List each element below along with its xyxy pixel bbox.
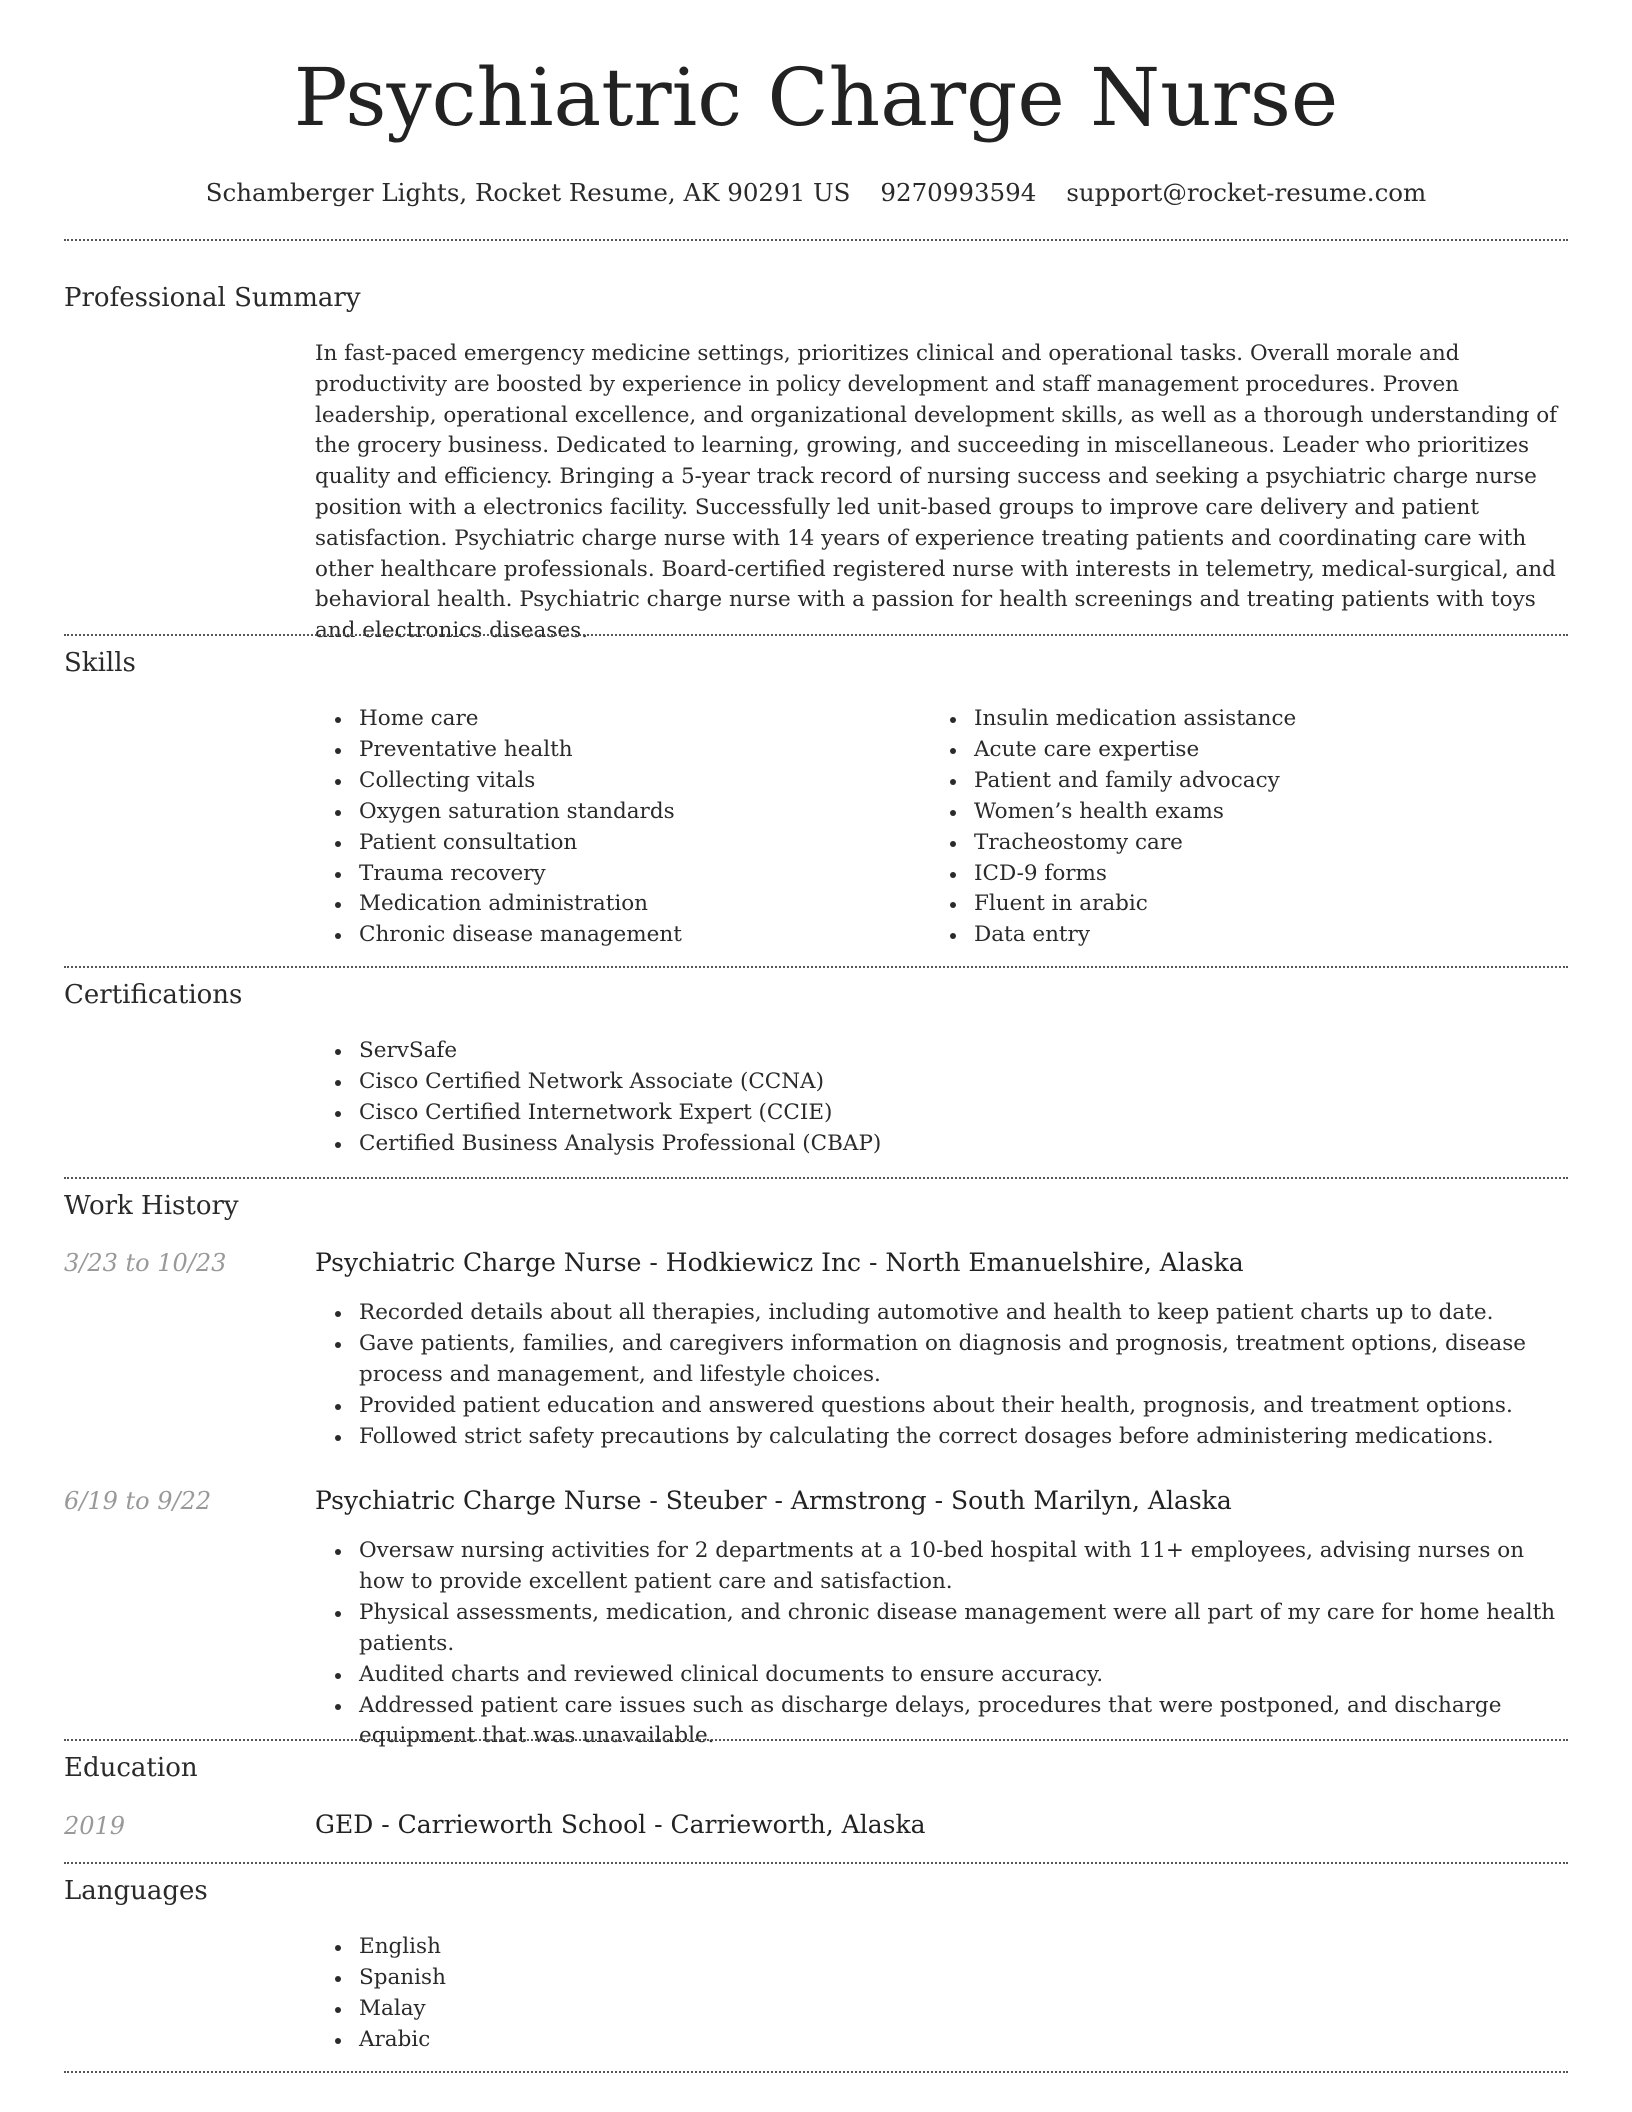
- job-heading: Psychiatric Charge Nurse - Steuber - Armstrong - South Marilyn, Alaska: [315, 1486, 1232, 1515]
- job-bullet-list: [315, 1536, 1568, 1752]
- job-bullet-list: [315, 1298, 1568, 1453]
- skill-item: Patient and family advocacy: [974, 766, 1550, 797]
- section-title-skills: Skills: [64, 648, 136, 678]
- skill-item: Home care: [359, 704, 935, 735]
- section-title-languages: Languages: [64, 1876, 208, 1906]
- divider: [64, 239, 1568, 241]
- languages-block: [315, 1932, 1568, 2056]
- divider: [64, 1862, 1568, 1864]
- divider: [64, 1739, 1568, 1741]
- languages-list: [315, 1932, 1568, 2056]
- skill-item: Patient consultation: [359, 828, 935, 859]
- language-item: Arabic: [359, 2025, 1568, 2056]
- job-bullet: Oversaw nursing activities for 2 departments at a 10-bed hospital with 11+ employees, advising nurses on how to provide excellent patient care and satisfaction.: [359, 1536, 1568, 1598]
- section-title-education: Education: [64, 1753, 198, 1783]
- certification-item: ServSafe: [359, 1036, 1568, 1067]
- skills-list-left: [315, 704, 935, 951]
- skill-item: Insulin medication assistance: [974, 704, 1550, 735]
- job-dates: 6/19 to 9/22: [64, 1487, 212, 1515]
- job-bullet: Addressed patient care issues such as discharge delays, procedures that were postponed, and discharge equipment that was unavailable.: [359, 1691, 1568, 1753]
- divider: [64, 966, 1568, 968]
- skill-item: Oxygen saturation standards: [359, 797, 935, 828]
- section-title-certifications: Certifications: [64, 980, 243, 1010]
- job-bullet: Physical assessments, medication, and chronic disease management were all part of my care for home health patients.: [359, 1598, 1568, 1660]
- divider: [64, 2071, 1568, 2073]
- resume-page: [64, 0, 1568, 2052]
- section-title-summary: Professional Summary: [64, 283, 361, 313]
- summary-text: In fast-paced emergency medicine settings, prioritizes clinical and operational tasks. Overall morale and productivity are boosted by experience in policy development and staff management procedures. Proven leadership, operational excellence, and organizational development skills, as well as a thorough understanding of the grocery business. Dedicated to learning, growing, and succeeding in miscellaneous. Leader who prioritizes quality and efficiency. Bringing a 5-year track record of nursing success and seeking a psychiatric charge nurse position with a electronics facility. Successfully led unit-based groups to improve care delivery and patient satisfaction. Psychiatric charge nurse with 14 years of experience treating patients and coordinating care with other healthcare professionals. Board-certified registered nurse with interests in telemetry, medical-surgical, and behavioral health. Psychiatric charge nurse with a passion for health screenings and treating patients with toys and electronics diseases.: [315, 341, 1558, 644]
- skill-item: Acute care expertise: [974, 735, 1550, 766]
- job-bullet: Recorded details about all therapies, including automotive and health to keep patient charts up to date.: [359, 1298, 1568, 1329]
- contact-line: [64, 178, 1568, 207]
- contact-address: Schamberger Lights, Rocket Resume, AK 90291 US: [205, 178, 851, 207]
- language-item: Malay: [359, 1994, 1568, 2025]
- certifications-block: [315, 1036, 1568, 1160]
- job-bullet: Provided patient education and answered questions about their health, prognosis, and treatment options.: [359, 1391, 1568, 1422]
- job-bullet: Audited charts and reviewed clinical documents to ensure accuracy.: [359, 1660, 1568, 1691]
- skill-item: Medication administration: [359, 889, 935, 920]
- skill-item: Data entry: [974, 920, 1550, 951]
- certifications-list: [315, 1036, 1568, 1160]
- certification-item: Cisco Certified Internetwork Expert (CCIE): [359, 1098, 1568, 1129]
- certification-item: Cisco Certified Network Associate (CCNA): [359, 1067, 1568, 1098]
- skill-item: Collecting vitals: [359, 766, 935, 797]
- certification-item: Certified Business Analysis Professional (CBAP): [359, 1129, 1568, 1160]
- skill-item: Chronic disease management: [359, 920, 935, 951]
- skills-list-right: [930, 704, 1550, 951]
- education-year: 2019: [64, 1812, 126, 1840]
- skill-item: ICD-9 forms: [974, 859, 1550, 890]
- language-item: English: [359, 1932, 1568, 1963]
- skill-item: Women’s health exams: [974, 797, 1550, 828]
- job-bullet: Gave patients, families, and caregivers information on diagnosis and prognosis, treatment options, disease process and management, and lifestyle choices.: [359, 1329, 1568, 1391]
- skill-item: Preventative health: [359, 735, 935, 766]
- job-dates: 3/23 to 10/23: [64, 1249, 227, 1277]
- job-bullets: [315, 1298, 1568, 1453]
- contact-email: support@rocket-resume.com: [1066, 178, 1427, 207]
- job-heading: Psychiatric Charge Nurse - Hodkiewicz Inc - North Emanuelshire, Alaska: [315, 1248, 1244, 1277]
- skill-item: Fluent in arabic: [974, 889, 1550, 920]
- contact-phone: 9270993594: [880, 178, 1037, 207]
- divider: [64, 1177, 1568, 1179]
- skill-item: Trauma recovery: [359, 859, 935, 890]
- education-entry: GED - Carrieworth School - Carrieworth, Alaska: [315, 1810, 926, 1839]
- divider: [64, 634, 1568, 636]
- skills-left-column: [315, 704, 935, 951]
- job-bullet: Followed strict safety precautions by calculating the correct dosages before administering medications.: [359, 1422, 1568, 1453]
- candidate-name: Psychiatric Charge Nurse: [293, 51, 1339, 144]
- section-title-work-history: Work History: [64, 1191, 239, 1221]
- job-bullets: [315, 1536, 1568, 1752]
- skill-item: Tracheostomy care: [974, 828, 1550, 859]
- skills-right-column: [930, 704, 1550, 951]
- language-item: Spanish: [359, 1963, 1568, 1994]
